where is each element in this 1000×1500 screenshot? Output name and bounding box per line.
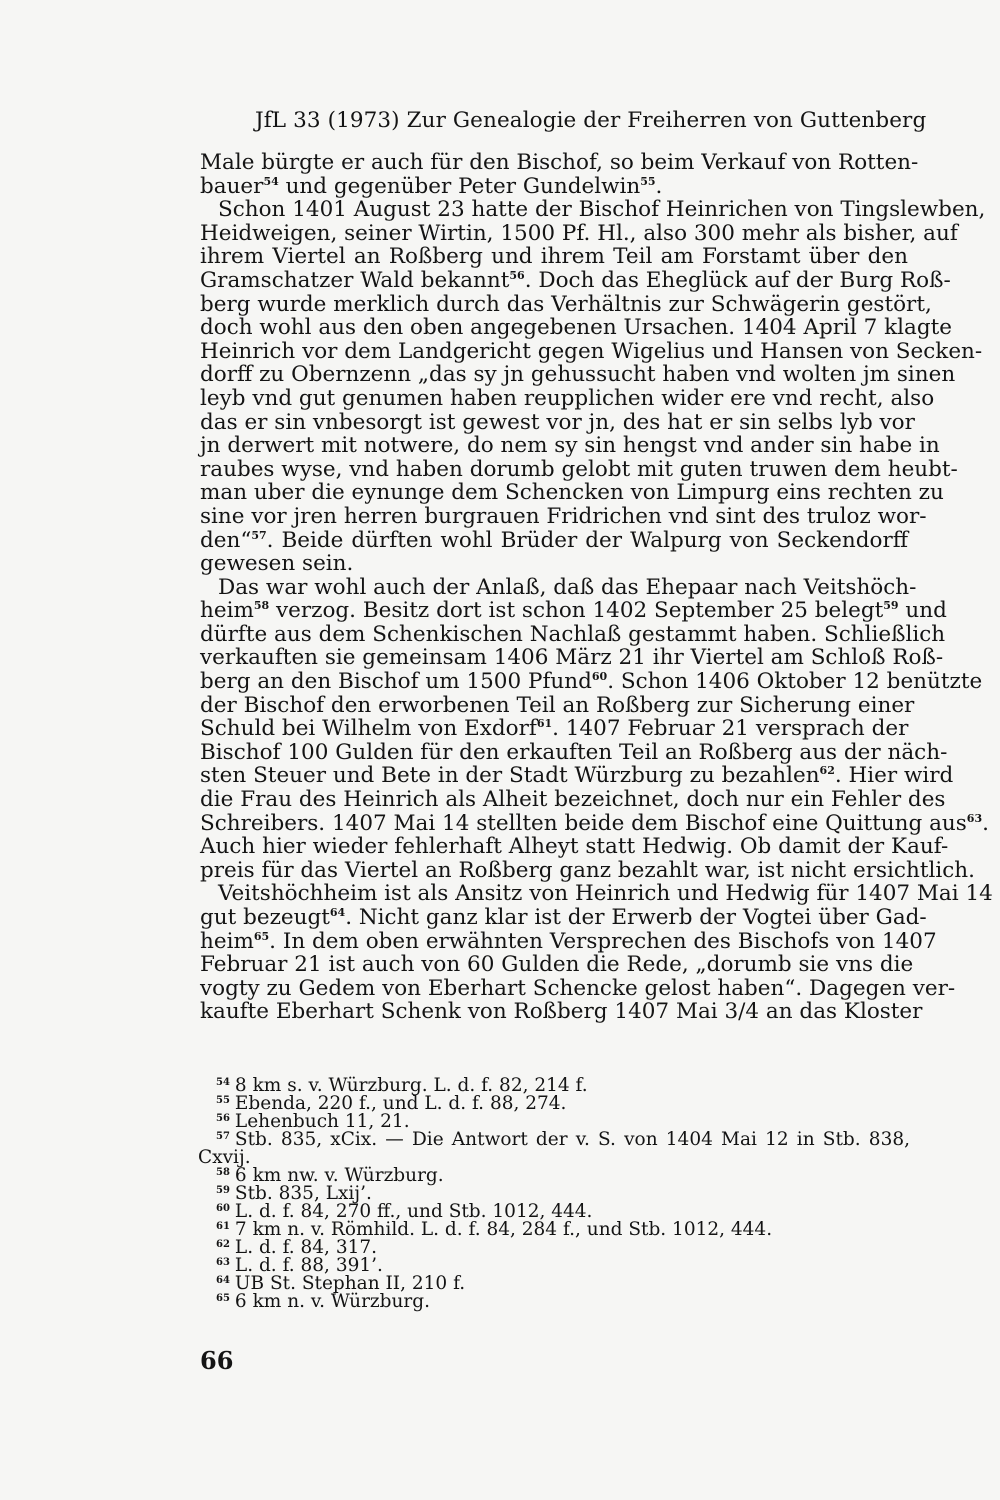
text-line [200, 150, 919, 175]
footnote-text: Lehenbuch 11, 21. [234, 1111, 410, 1132]
footnote-number: 55 [216, 1095, 230, 1106]
footnote-ref: 54 [263, 174, 279, 188]
text-run: berg wurde merklich durch das Verhältnis zur Schwägerin gestört, [200, 291, 932, 317]
text-line [200, 175, 908, 199]
text-run: Heidweigen, seiner Wirtin, 1500 Pf. Hl., also 300 mehr als bisher, auf [200, 220, 958, 246]
footnote-text: 6 km n. v. Würzburg. [234, 1291, 430, 1312]
text-run: verkauften sie gemeinsam 1406 März 21 ihr Viertel am Schloß Roß- [200, 645, 944, 671]
footnote-number: 59 [216, 1185, 230, 1196]
footnote-number: 62 [216, 1239, 230, 1250]
running-header: JfL 33 (1973) Zur Genealogie der Freiherren von Guttenberg [255, 108, 927, 133]
footnote-ref: 60 [591, 670, 608, 684]
text-run: . Doch das Eheglück auf der Burg Roß- [524, 267, 951, 293]
text-line [200, 881, 993, 907]
footnote-number: 63 [216, 1257, 230, 1268]
text-run: Veitshöchheim ist als Ansitz von Heinrich und Hedwig für 1407 Mai 14 [218, 881, 993, 907]
text-line [200, 905, 927, 930]
footnote-number: 56 [216, 1113, 230, 1124]
text-run: und gegenüber Peter Gundelwin [278, 173, 641, 199]
text-run: sine vor jren herren burgrauen Fridrichen vnd sint des truloz wor- [200, 503, 927, 529]
text-run: . 1407 Februar 21 versprach der [552, 716, 909, 742]
text-run: heim [200, 928, 254, 954]
footnote-number: 65 [216, 1293, 230, 1304]
footnote-text: Stb. 835, Lxij’. [234, 1183, 372, 1204]
text-run: Februar 21 ist auch von 60 Gulden die Rede, „dorumb sie vns die [200, 952, 914, 978]
text-run: . Hier wird [834, 763, 954, 789]
footnote-number: 64 [216, 1275, 230, 1286]
footnote-ref: 59 [883, 599, 899, 613]
text-line [200, 621, 946, 647]
text-run: Schreibers. 1407 Mai 14 stellten beide dem Bischof eine Quittung aus [200, 810, 967, 836]
footnote-ref: 63 [966, 811, 983, 825]
page-number: 66 [200, 1346, 234, 1375]
text-run: ihrem Viertel an Roßberg und ihrem Teil am Forstamt über den [200, 244, 908, 270]
text-line [200, 503, 927, 529]
text-line [200, 928, 937, 954]
footnote-text: Ebenda, 220 f., und L. d. f. 88, 274. [234, 1093, 567, 1114]
text-line [200, 197, 986, 223]
footnote-text: L. d. f. 84, 317. [234, 1237, 378, 1258]
text-run: der Bischof den erworbenen Teil an Roßberg zur Sicherung einer [200, 692, 915, 718]
text-run: berg an den Bischof um 1500 Pfund [200, 669, 592, 695]
text-run: . Beide dürften wohl Brüder der Walpurg von Seckendorff [266, 527, 908, 553]
text-run: die Frau des Heinrich als Alheit bezeichnet, doch nur ein Fehler des [200, 787, 946, 813]
footnote-text: 8 km s. v. Würzburg. L. d. f. 82, 214 f. [234, 1075, 588, 1096]
text-run: preis für das Viertel an Roßberg ganz bezahlt war, ist nicht ersichtlich. [200, 857, 975, 883]
text-run: kaufte Eberhart Schenk von Roßberg 1407 Mai 3/4 an das Kloster [200, 999, 923, 1025]
text-run: Schon 1401 August 23 hatte der Bischof Heinrichen von Tingslewben, [218, 197, 986, 223]
text-line [200, 480, 944, 506]
text-run: den“ [200, 527, 252, 553]
footnote-continuation: Cxvij. [198, 1147, 251, 1168]
text-line [200, 739, 948, 765]
text-line [200, 598, 947, 624]
text-run: man uber die eynunge dem Schencken von Limpurg eins rechten zu [200, 480, 944, 506]
text-run: raubes wyse, vnd haben dorumb gelobt mit guten truwen dem heubt- [200, 456, 958, 482]
text-run: verzog. Besitz dort ist schon 1402 September 25 belegt [269, 598, 884, 624]
text-run: dürfte aus dem Schenkischen Nachlaß gestammt haben. Schließlich [200, 621, 946, 647]
text-line [200, 552, 908, 576]
footnote-ref: 56 [509, 268, 525, 282]
text-line [200, 645, 944, 671]
text-line [200, 834, 949, 860]
footnote-ref: 55 [640, 174, 656, 188]
text-line [200, 338, 983, 364]
text-run: das er sin vnbesorgt ist gewest vor jn, des hat er sin selbs lyb vor [200, 409, 915, 435]
text-line [200, 787, 946, 813]
text-run: gut bezeugt [200, 905, 330, 930]
footnote-text: 7 km n. v. Römhild. L. d. f. 84, 284 f., und Stb. 1012, 444. [234, 1219, 773, 1240]
text-line [200, 763, 954, 789]
text-run: . Schon 1406 Oktober 12 benützte [607, 669, 983, 695]
text-run: Schuld bei Wilhelm von Exdorf [200, 716, 537, 742]
text-run: sten Steuer und Bete in der Stadt Würzburg zu bezahlen [200, 763, 820, 789]
text-run: bauer [200, 173, 264, 199]
text-run: leyb vnd gut genumen haben reupplichen wider ere vnd recht, also [200, 385, 935, 411]
text-run: Heinrich vor dem Landgericht gegen Wigelius und Hansen von Secken- [200, 338, 983, 364]
body-text [200, 150, 993, 1025]
text-line [200, 717, 908, 741]
text-line [200, 267, 951, 293]
text-line [200, 529, 908, 553]
text-run: Das war wohl auch der Anlaß, daß das Ehepaar nach Veitshöch- [218, 574, 917, 600]
text-line [200, 952, 914, 978]
footnote [198, 1131, 910, 1149]
text-line [200, 456, 958, 482]
text-run: gewesen sein. [200, 551, 354, 577]
text-run: vogty zu Gedem von Eberhart Schencke gelost haben“. Dagegen ver- [200, 975, 956, 1001]
footnote-ref: 64 [329, 906, 346, 919]
footnote-text: UB St. Stephan II, 210 f. [234, 1273, 466, 1294]
text-line [200, 291, 932, 317]
footnote-ref: 57 [251, 528, 267, 542]
footnote-ref: 61 [536, 717, 553, 731]
text-run: . [982, 810, 989, 836]
text-line [200, 669, 983, 695]
footnote-ref: 62 [819, 764, 835, 778]
text-line [200, 315, 952, 341]
text-run: Male bürgte er auch für den Bischof, so beim Verkauf von Rotten- [200, 150, 919, 175]
footnote [198, 1293, 910, 1311]
footnote-number: 58 [216, 1167, 230, 1178]
footnote-ref: 58 [253, 599, 270, 613]
text-line [200, 810, 989, 836]
text-run: doch wohl aus den oben angegebenen Ursachen. 1404 April 7 klagte [200, 315, 952, 341]
text-line [200, 999, 923, 1025]
text-line [200, 362, 956, 388]
text-run: . [655, 173, 663, 199]
text-run: Auch hier wieder fehlerhaft Alheyt statt Hedwig. Ob damit der Kauf- [200, 834, 949, 860]
text-line [200, 409, 915, 435]
footnote-number: 60 [216, 1203, 230, 1214]
text-run: . In dem oben erwähnten Versprechen des Bischofs von 1407 [269, 928, 937, 954]
text-line [200, 975, 956, 1001]
footnote-text: 6 km nw. v. Würzburg. [234, 1165, 444, 1186]
footnote-text: Stb. 835, xCix. — Die Antwort der v. S. von 1404 Mai 12 in Stb. 838, [234, 1129, 910, 1150]
footnote-number: 54 [216, 1077, 230, 1088]
text-line [200, 433, 940, 459]
text-run: und [898, 598, 947, 624]
footnote-number: 57 [216, 1131, 230, 1142]
text-line [200, 574, 917, 600]
footnote-ref: 65 [253, 929, 270, 943]
text-line [200, 245, 908, 269]
text-run: dorff zu Obernzenn „das sy jn gehussucht haben vnd wolten jm sinen [200, 362, 956, 388]
text-run: . Nicht ganz klar ist der Erwerb der Vogtei über Gad- [345, 905, 927, 930]
footnote-number: 61 [216, 1221, 230, 1232]
text-run: heim [200, 598, 254, 624]
footnote-text: L. d. f. 88, 391’. [234, 1255, 383, 1276]
text-line [200, 220, 958, 246]
text-run: jn derwert mit notwere, do nem sy sin hengst vnd ander sin habe in [200, 433, 940, 459]
text-line [200, 857, 975, 883]
footnotes [198, 1077, 910, 1311]
text-run: Gramschatzer Wald bekannt [200, 267, 510, 293]
footnote-text: L. d. f. 84, 270 ff., und Stb. 1012, 444. [234, 1201, 593, 1222]
text-run: Bischof 100 Gulden für den erkauften Teil an Roßberg aus der näch- [200, 739, 948, 765]
text-line [200, 385, 935, 411]
text-line [200, 692, 915, 718]
